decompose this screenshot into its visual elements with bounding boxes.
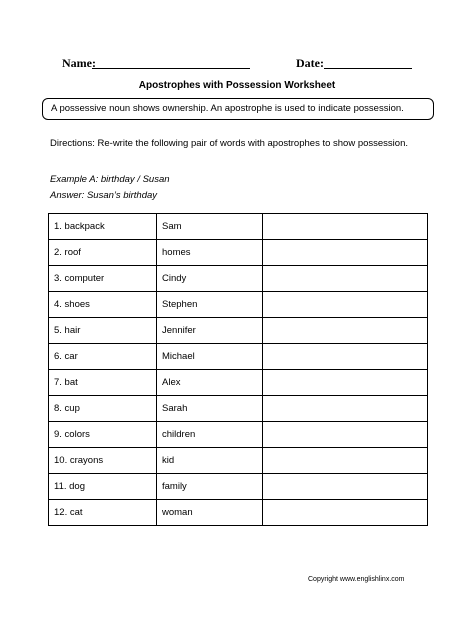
answer-cell[interactable] [263, 474, 428, 500]
answer-cell[interactable] [263, 344, 428, 370]
object-cell: 5. hair [49, 318, 157, 344]
header-row [0, 56, 474, 74]
answer-cell[interactable] [263, 240, 428, 266]
owner-cell: Sam [157, 214, 263, 240]
name-field-line[interactable] [92, 68, 250, 69]
table-row [49, 318, 428, 344]
copyright-text: Copyright www.englishlinx.com [308, 576, 405, 583]
owner-cell: Cindy [157, 266, 263, 292]
example-question: Example A: birthday / Susan [50, 174, 170, 185]
table-row [49, 240, 428, 266]
owner-cell: Alex [157, 370, 263, 396]
date-field-line[interactable] [324, 68, 412, 69]
owner-cell: homes [157, 240, 263, 266]
answer-cell[interactable] [263, 448, 428, 474]
table-row [49, 344, 428, 370]
owner-cell: Stephen [157, 292, 263, 318]
exercise-table [48, 213, 428, 526]
owner-cell: kid [157, 448, 263, 474]
table-row [49, 474, 428, 500]
worksheet-title: Apostrophes with Possession Worksheet [138, 80, 336, 91]
object-cell: 10. crayons [49, 448, 157, 474]
answer-cell[interactable] [263, 500, 428, 526]
owner-cell: family [157, 474, 263, 500]
answer-cell[interactable] [263, 292, 428, 318]
table-row [49, 448, 428, 474]
table-row [49, 396, 428, 422]
table-row [49, 370, 428, 396]
directions-text: Directions: Re-write the following pair of words with apostrophes to show possession. [50, 138, 408, 149]
object-cell: 1. backpack [49, 214, 157, 240]
example-answer: Answer: Susan’s birthday [50, 190, 158, 201]
object-cell: 9. colors [49, 422, 157, 448]
date-label: Date: [296, 56, 324, 70]
owner-cell: children [157, 422, 263, 448]
answer-cell[interactable] [263, 266, 428, 292]
object-cell: 3. computer [49, 266, 157, 292]
table-row [49, 292, 428, 318]
table-row [49, 266, 428, 292]
object-cell: 2. roof [49, 240, 157, 266]
answer-cell[interactable] [263, 214, 428, 240]
object-cell: 12. cat [49, 500, 157, 526]
object-cell: 11. dog [49, 474, 157, 500]
name-label: Name: [62, 56, 96, 70]
answer-cell[interactable] [263, 396, 428, 422]
owner-cell: Michael [157, 344, 263, 370]
object-cell: 8. cup [49, 396, 157, 422]
object-cell: 7. bat [49, 370, 157, 396]
table-row [49, 422, 428, 448]
owner-cell: woman [157, 500, 263, 526]
answer-cell[interactable] [263, 370, 428, 396]
object-cell: 4. shoes [49, 292, 157, 318]
owner-cell: Sarah [157, 396, 263, 422]
table-row [49, 500, 428, 526]
answer-cell[interactable] [263, 422, 428, 448]
owner-cell: Jennifer [157, 318, 263, 344]
definition-box: A possessive noun shows ownership. An apostrophe is used to indicate possession. [42, 98, 434, 120]
table-row [49, 214, 428, 240]
answer-cell[interactable] [263, 318, 428, 344]
object-cell: 6. car [49, 344, 157, 370]
